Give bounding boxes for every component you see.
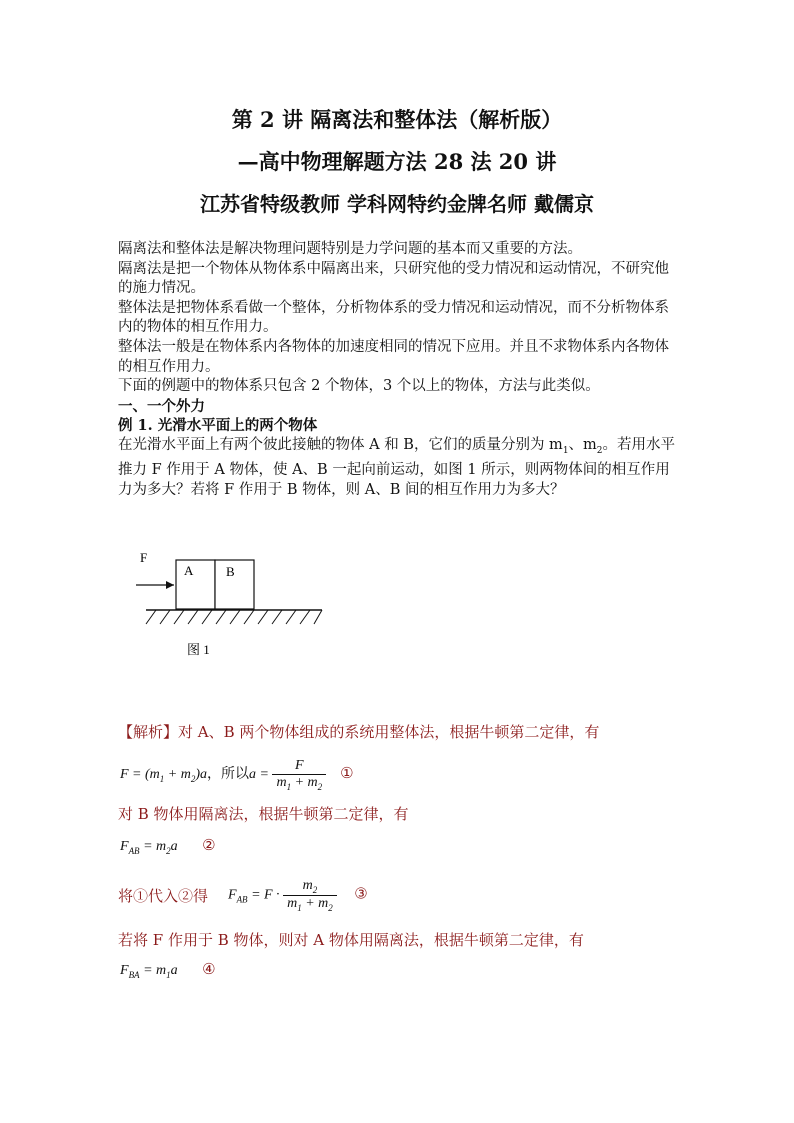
solution-line-4: 若将 F 作用于 B 物体，则对 A 物体用隔离法，根据牛顿第二定律，有 (118, 931, 584, 949)
equation-4: $F_{BA} = m_1a$ ④ (120, 962, 216, 980)
equation-2: $F_{AB} = m_2a$ ② (120, 838, 216, 856)
ground-hatching (146, 610, 322, 624)
block-b-label: B (226, 564, 235, 579)
author-line: 江苏省特级教师 学科网特约金牌名师 戴儒京 (200, 192, 594, 216)
force-label: F (140, 550, 148, 565)
figure-caption: 图 1 (187, 642, 210, 657)
intro-paragraph: 整体法一般是在物体系内各物体的加速度相同的情况下应用。并且不求物体系内各物体的相互作用力。 (118, 338, 669, 375)
lecture-subtitle: —高中物理解题方法 28 法 20 讲 (237, 149, 557, 174)
equation-3: $F_{AB} = F$ · $\frac{m_2}{m_1 + m_2}$ ③ (228, 878, 368, 913)
equation-marker: ② (202, 838, 216, 854)
equation-marker: ③ (354, 886, 368, 903)
intro-paragraph: 隔离法和整体法是解决物理问题特别是力学问题的基本而又重要的方法。 (118, 241, 582, 257)
equation-marker: ④ (202, 962, 216, 978)
block-a (176, 560, 215, 609)
solution-lead: 【解析】对 A、B 两个物体组成的系统用整体法，根据牛顿第二定律，有 (118, 723, 600, 741)
equation-marker: ① (340, 766, 354, 783)
intro-paragraph: 隔离法是把一个物体从物体系中隔离出来，只研究他的受力情况和运动情况，不研究他的施力情况。 (118, 260, 669, 297)
lecture-title: 第 2 讲 隔离法和整体法（解析版） (231, 107, 563, 132)
example-title: 例 1. 光滑水平面上的两个物体 (118, 417, 318, 435)
equation-1: $F = (m_1 + m_2)a$，所以a = $\frac{F}{m_1 + m_2}$ ① (120, 758, 354, 792)
block-a-label: A (184, 563, 194, 578)
intro-paragraph: 下面的例题中的物体系只包含 2 个物体，3 个以上的物体，方法与此类似。 (118, 378, 600, 395)
section-heading: 一、一个外力 (118, 397, 205, 415)
solution-line-2: 对 B 物体用隔离法，根据牛顿第二定律，有 (118, 805, 409, 823)
figure-1 (130, 548, 350, 668)
solution-line-3: 将①代入②得 (118, 887, 209, 905)
example-problem: 在光滑水平面上有两个彼此接触的物体 A 和 B，它们的质量分别为 $m_1$、$m_2$。若用水平推力 F 作用于 A 物体，使 A、B 一起向前运动，如图 1 所示，则两物体间的相互作用力为多大？若将 F 作用于 B 物体，则 A、B 间的相互作用力为多大？ (118, 436, 676, 499)
intro-section (118, 240, 678, 501)
intro-paragraph: 整体法是把物体系看做一个整体，分析物体系的受力情况和运动情况，而不分析物体系内的物体的相互作用力。 (118, 299, 669, 336)
arrow-head (166, 581, 174, 589)
